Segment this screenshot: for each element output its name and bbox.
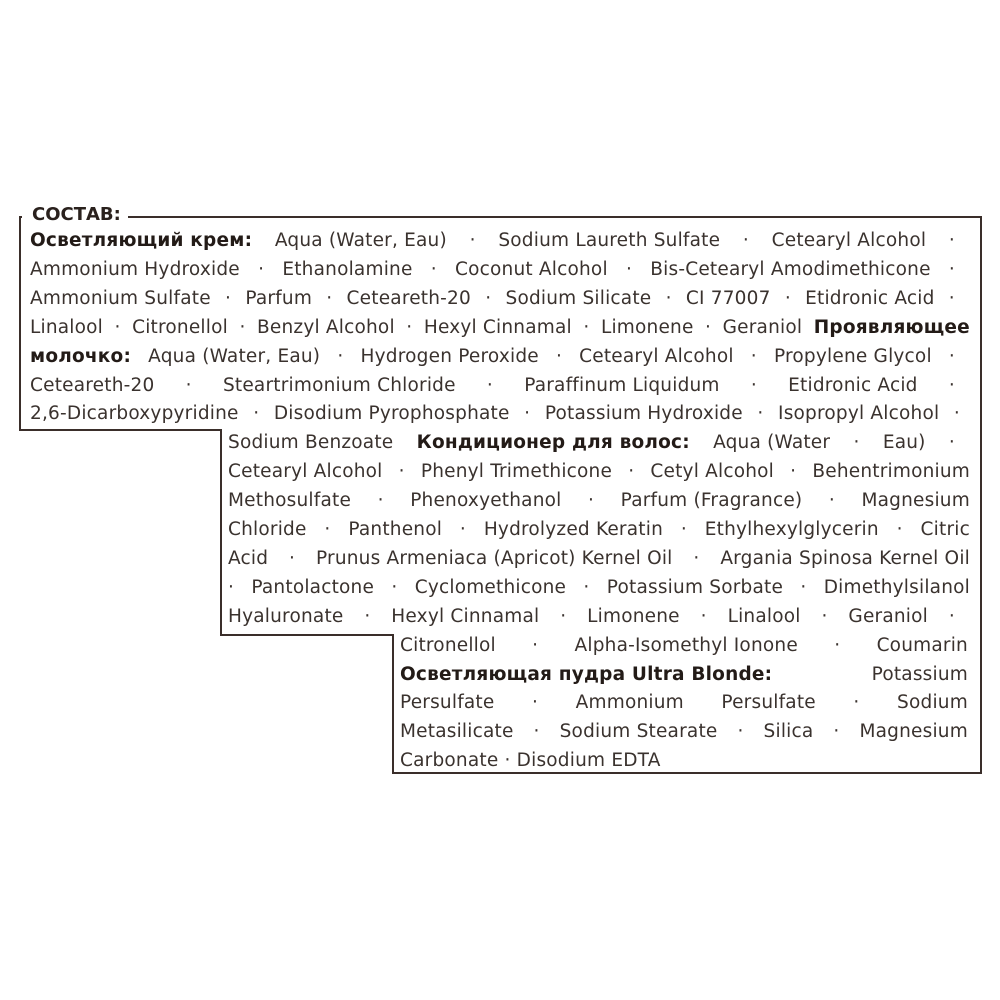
ingredient-text: Panthenol	[348, 519, 443, 540]
ingredient-text: Hydrolyzed Keratin	[483, 519, 663, 540]
ingredient-text: Cyclomethicone	[414, 576, 567, 598]
separator-dot: ·	[821, 605, 828, 627]
ingredient-text: Cetyl Alcohol	[650, 461, 774, 483]
ingredient-text: Citric	[920, 519, 970, 540]
ingredient-line	[228, 544, 970, 573]
ingredient-text: Coconut Alcohol	[455, 258, 608, 280]
ingredient-line	[400, 688, 968, 717]
ingredient-text: Propylene Glycol	[773, 345, 932, 367]
separator-dot: ·	[700, 605, 707, 627]
ingredient-text: Cetearyl Alcohol	[579, 345, 734, 367]
ingredient-text: Ammonium Hydroxide	[30, 258, 240, 280]
ingredient-text: Chloride	[228, 519, 307, 540]
separator-dot: ·	[948, 345, 955, 367]
separator-dot: ·	[532, 692, 539, 714]
separator-dot: ·	[555, 345, 563, 367]
ingredient-line	[228, 602, 955, 631]
ingredient-text: Acid	[228, 547, 269, 569]
ingredient-line	[400, 746, 690, 775]
section-heading: Проявляющее	[813, 316, 970, 338]
ingredient-text: Dimethylsilanol	[823, 576, 970, 598]
ingredient-text: Etidronic Acid	[805, 287, 935, 309]
ingredient-text: Pantolactone	[251, 576, 375, 598]
ingredient-text: Parfum (Fragrance)	[620, 490, 803, 512]
ingredient-text: Sodium Silicate	[505, 287, 652, 309]
ingredient-line	[30, 284, 955, 313]
separator-dot: ·	[289, 547, 296, 569]
ingredient-text: Carbonate · Disodium EDTA	[400, 750, 661, 772]
separator-dot: ·	[239, 316, 246, 338]
separator-dot: ·	[790, 461, 797, 483]
separator-dot: ·	[560, 605, 567, 627]
ingredient-text: Behentrimonium	[812, 461, 970, 483]
separator-dot: ·	[228, 576, 235, 598]
ingredient-text: Potassium	[871, 663, 968, 685]
separator-dot: ·	[853, 692, 860, 714]
ingredient-line	[228, 573, 970, 602]
separator-dot: ·	[784, 287, 791, 309]
ingredient-text: Benzyl Alcohol	[257, 316, 395, 338]
separator-dot: ·	[833, 721, 840, 743]
ingredient-text: Bis-Cetearyl Amodimethicone	[650, 258, 931, 280]
ingredient-text: Prunus Armeniaca (Apricot) Kernel Oil	[316, 547, 673, 569]
ingredient-text: Ethanolamine	[282, 258, 413, 280]
separator-dot: ·	[834, 634, 841, 656]
ingredient-text: Limonene	[587, 605, 680, 627]
ingredient-text: Geraniol	[848, 605, 928, 627]
ingredient-text: Aqua (Water	[713, 432, 831, 454]
separator-dot: ·	[737, 721, 744, 743]
ingredient-text: Etidronic Acid	[788, 374, 918, 396]
separator-dot: ·	[532, 634, 539, 656]
ingredient-text: Sodium Stearate	[559, 721, 718, 743]
ingredient-text: Cetearyl Alcohol	[771, 230, 927, 251]
ingredient-line	[228, 428, 955, 457]
separator-dot: ·	[948, 287, 955, 309]
composition-title: СОСТАВ:	[28, 203, 127, 227]
ingredient-text: Isopropyl Alcohol	[778, 403, 940, 425]
separator-dot: ·	[326, 287, 333, 309]
ingredient-line	[30, 226, 955, 255]
separator-dot: ·	[948, 374, 955, 396]
ingredient-text: Sodium	[897, 692, 968, 714]
ingredient-line	[228, 486, 970, 515]
separator-dot: ·	[853, 432, 860, 454]
separator-dot: ·	[750, 374, 757, 396]
ingredient-text: Potassium Hydroxide	[544, 403, 743, 425]
ingredient-line	[228, 457, 970, 486]
separator-dot: ·	[588, 490, 595, 512]
ingredient-text: Eau)	[882, 432, 926, 454]
separator-dot: ·	[469, 230, 476, 251]
separator-dot: ·	[750, 345, 757, 367]
ingredient-text: Persulfate	[400, 692, 495, 714]
ingredient-text: Methosulfate	[228, 490, 352, 512]
separator-dot: ·	[524, 403, 531, 425]
separator-dot: ·	[185, 374, 192, 396]
separator-dot: ·	[948, 230, 955, 251]
ingredient-text: Citronellol	[400, 634, 496, 656]
separator-dot: ·	[430, 258, 437, 280]
ingredient-text: Citronellol	[132, 316, 228, 338]
separator-dot: ·	[337, 345, 344, 367]
ingredient-text: Silica	[763, 721, 814, 743]
ingredient-text: Paraffinum Liquidum	[524, 374, 720, 396]
separator-dot: ·	[628, 461, 635, 483]
separator-dot: ·	[705, 316, 712, 338]
ingredient-text: Limonene	[600, 316, 694, 338]
separator-dot: ·	[398, 461, 405, 483]
ingredient-text: Linalool	[727, 605, 801, 627]
ingredient-text: Coumarin	[876, 634, 968, 656]
ingredient-text: Magnesium	[861, 490, 970, 512]
ingredient-text: Disodium Pyrophosphate	[273, 403, 510, 425]
ingredient-line	[400, 660, 968, 689]
section-heading: молочко:	[30, 345, 132, 367]
separator-dot: ·	[800, 576, 807, 598]
ingredient-text: CI 77007	[685, 287, 771, 309]
separator-dot: ·	[583, 576, 590, 598]
separator-dot: ·	[459, 519, 466, 540]
ingredient-text: Linalool	[30, 316, 104, 338]
ingredient-text: Ceteareth-20	[30, 374, 155, 396]
separator-dot: ·	[114, 316, 121, 338]
ingredient-text: Ceteareth-20	[346, 287, 471, 309]
ingredient-line	[228, 515, 970, 544]
ingredient-line	[30, 313, 970, 342]
separator-dot: ·	[583, 316, 590, 338]
separator-dot: ·	[225, 287, 232, 309]
separator-dot: ·	[486, 374, 493, 396]
ingredient-line	[400, 717, 968, 746]
ingredient-line	[400, 631, 968, 660]
ingredient-text: Parfum	[245, 287, 313, 309]
separator-dot: ·	[665, 287, 672, 309]
ingredient-text: Ammonium	[575, 692, 684, 714]
ingredient-text: Argania Spinosa Kernel Oil	[720, 547, 970, 569]
separator-dot: ·	[828, 490, 835, 512]
separator-dot: ·	[625, 258, 633, 280]
ingredient-text: Hydrogen Peroxide	[360, 345, 539, 367]
separator-dot: ·	[948, 605, 955, 627]
separator-dot: ·	[680, 519, 687, 540]
ingredient-text: Ethylhexylglycerin	[704, 519, 879, 540]
ingredient-line	[30, 399, 960, 428]
separator-dot: ·	[533, 721, 540, 743]
separator-dot: ·	[377, 490, 384, 512]
ingredient-text: Potassium Sorbate	[606, 576, 784, 598]
separator-dot: ·	[757, 403, 764, 425]
ingredient-text: Sodium Laureth Sulfate	[498, 230, 721, 251]
ingredient-text: Hexyl Cinnamal	[423, 316, 572, 338]
ingredient-text: Aqua (Water, Eau)	[274, 230, 447, 251]
separator-dot: ·	[742, 230, 749, 251]
section-heading: Осветляющий крем:	[30, 230, 253, 251]
ingredient-text: Hyaluronate	[228, 605, 344, 627]
ingredient-text: Sodium Benzoate	[228, 432, 394, 454]
ingredient-text: Magnesium	[859, 721, 968, 743]
separator-dot: ·	[953, 403, 960, 425]
ingredient-text: Geraniol	[722, 316, 803, 338]
separator-dot: ·	[948, 258, 955, 280]
ingredient-text: Alpha-Isomethyl Ionone	[574, 634, 798, 656]
separator-dot: ·	[896, 519, 903, 540]
separator-dot: ·	[391, 576, 398, 598]
section-heading: Кондиционер для волос:	[416, 432, 690, 454]
ingredient-text: Metasilicate	[400, 721, 514, 743]
separator-dot: ·	[693, 547, 700, 569]
separator-dot: ·	[485, 287, 492, 309]
separator-dot: ·	[258, 258, 265, 280]
section-heading: Осветляющая пудра Ultra Blonde:	[400, 663, 773, 685]
ingredient-text: Ammonium Sulfate	[30, 287, 211, 309]
ingredient-text: Steartrimonium Chloride	[222, 374, 456, 396]
ingredient-text: Persulfate	[721, 692, 816, 714]
ingredient-line	[30, 371, 955, 400]
ingredient-line	[30, 342, 955, 371]
ingredient-text: Phenoxyethanol	[410, 490, 562, 512]
separator-dot: ·	[948, 432, 955, 454]
separator-dot: ·	[364, 605, 371, 627]
separator-dot: ·	[324, 519, 331, 540]
ingredient-text: Hexyl Cinnamal	[391, 605, 540, 627]
ingredient-text: Aqua (Water, Eau)	[148, 345, 321, 367]
ingredient-text: Phenyl Trimethicone	[420, 461, 613, 483]
separator-dot: ·	[253, 403, 260, 425]
ingredient-text: 2,6-Dicarboxypyridine	[30, 403, 239, 425]
ingredient-text: Cetearyl Alcohol	[228, 461, 383, 483]
ingredient-line	[30, 255, 955, 284]
separator-dot: ·	[406, 316, 413, 338]
